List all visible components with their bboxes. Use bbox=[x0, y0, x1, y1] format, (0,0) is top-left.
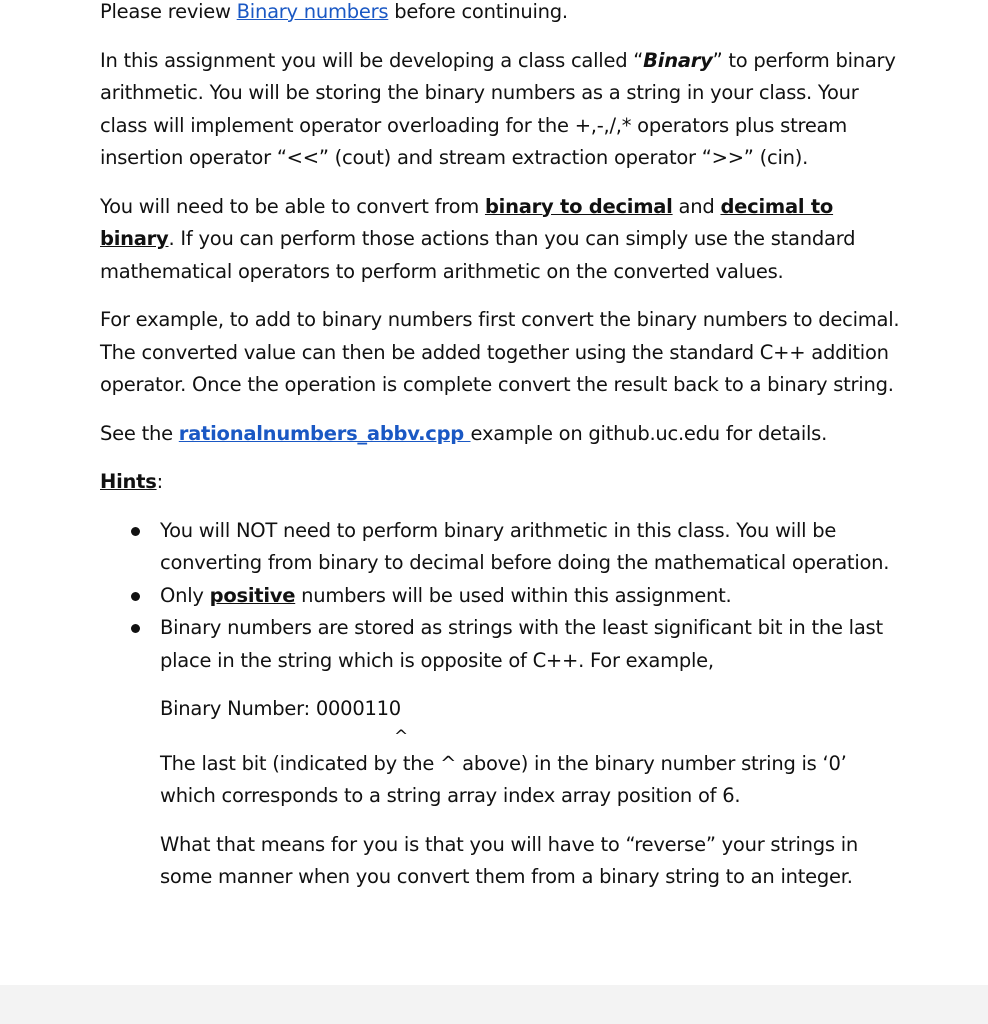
hint-text-3: Binary numbers are stored as strings with the least significant bit in the last place in the string which is opposite of C++. For example, bbox=[160, 616, 883, 672]
list-item bbox=[100, 515, 900, 580]
hint-text-2-suffix: numbers will be used within this assignment. bbox=[295, 583, 732, 607]
see-suffix: example on github.uc.edu for details. bbox=[470, 421, 828, 445]
positive-term: positive bbox=[209, 583, 296, 607]
hint-text-1: You will NOT need to perform binary arithmetic in this class. You will be converting from binary to decimal before doing the mathematical operation. bbox=[160, 518, 890, 574]
bullet-icon bbox=[131, 527, 140, 536]
bullet-icon bbox=[131, 592, 140, 601]
intro-text-2: ” to perform binary arithmetic. You will be storing the binary numbers as a string in your class. Your class will implement operator overloading for the +,-,/,* operators plus stream insertion operator “<<” (cout) and stream extraction operator “>>” (cin). bbox=[100, 48, 896, 169]
convert-and: and bbox=[672, 194, 721, 218]
intro-text-1: In this assignment you will be developing a class called “ bbox=[100, 48, 644, 72]
reverse-paragraph: What that means for you is that you will have to “reverse” your strings in some manner when you convert them from a binary string to an integer. bbox=[160, 832, 859, 888]
review-prefix: Please review bbox=[100, 0, 237, 23]
list-item bbox=[100, 580, 900, 613]
convert-text-2: . If you can perform those actions than you can simply use the standard mathematical operators to perform arithmetic on the converted values. bbox=[100, 227, 856, 283]
page-footer-gap bbox=[0, 985, 988, 1024]
intro-paragraph bbox=[100, 45, 900, 175]
example-paragraph: For example, to add to binary numbers first convert the binary numbers to decimal. The converted value can then be added together using the standard C++ addition operator. Once the operation is complete convert the result back to a binary string. bbox=[100, 308, 900, 396]
last-bit-paragraph: The last bit (indicated by the ^ above) in the binary number string is ‘0’ which corresponds to a string array index array position of 6. bbox=[160, 751, 847, 807]
rationalnumbers-link[interactable]: rationalnumbers_abbv.cpp bbox=[178, 421, 471, 445]
binary-numbers-link[interactable]: Binary numbers bbox=[236, 0, 389, 23]
hints-heading bbox=[100, 466, 900, 499]
hints-colon: : bbox=[156, 470, 163, 493]
see-prefix: See the bbox=[100, 421, 179, 445]
bullet-icon bbox=[131, 624, 140, 633]
review-paragraph bbox=[100, 0, 900, 29]
convert-paragraph bbox=[100, 191, 900, 289]
caret-marker: ^ bbox=[394, 726, 408, 747]
list-item bbox=[100, 612, 900, 677]
binary-number-example: Binary Number: 0000110 bbox=[160, 697, 401, 720]
decimal-to-binary-term: decimal to binary bbox=[100, 194, 834, 250]
hints-title: Hints bbox=[100, 470, 157, 493]
hint-text-2-prefix: Only bbox=[160, 583, 210, 607]
binary-to-decimal-term: binary to decimal bbox=[484, 194, 673, 218]
class-name: Binary bbox=[643, 48, 713, 72]
convert-text-1: You will need to be able to convert from bbox=[100, 194, 485, 218]
hints-list bbox=[100, 515, 900, 678]
see-paragraph bbox=[100, 418, 900, 451]
document-content bbox=[100, 0, 900, 894]
review-suffix: before continuing. bbox=[388, 0, 568, 23]
